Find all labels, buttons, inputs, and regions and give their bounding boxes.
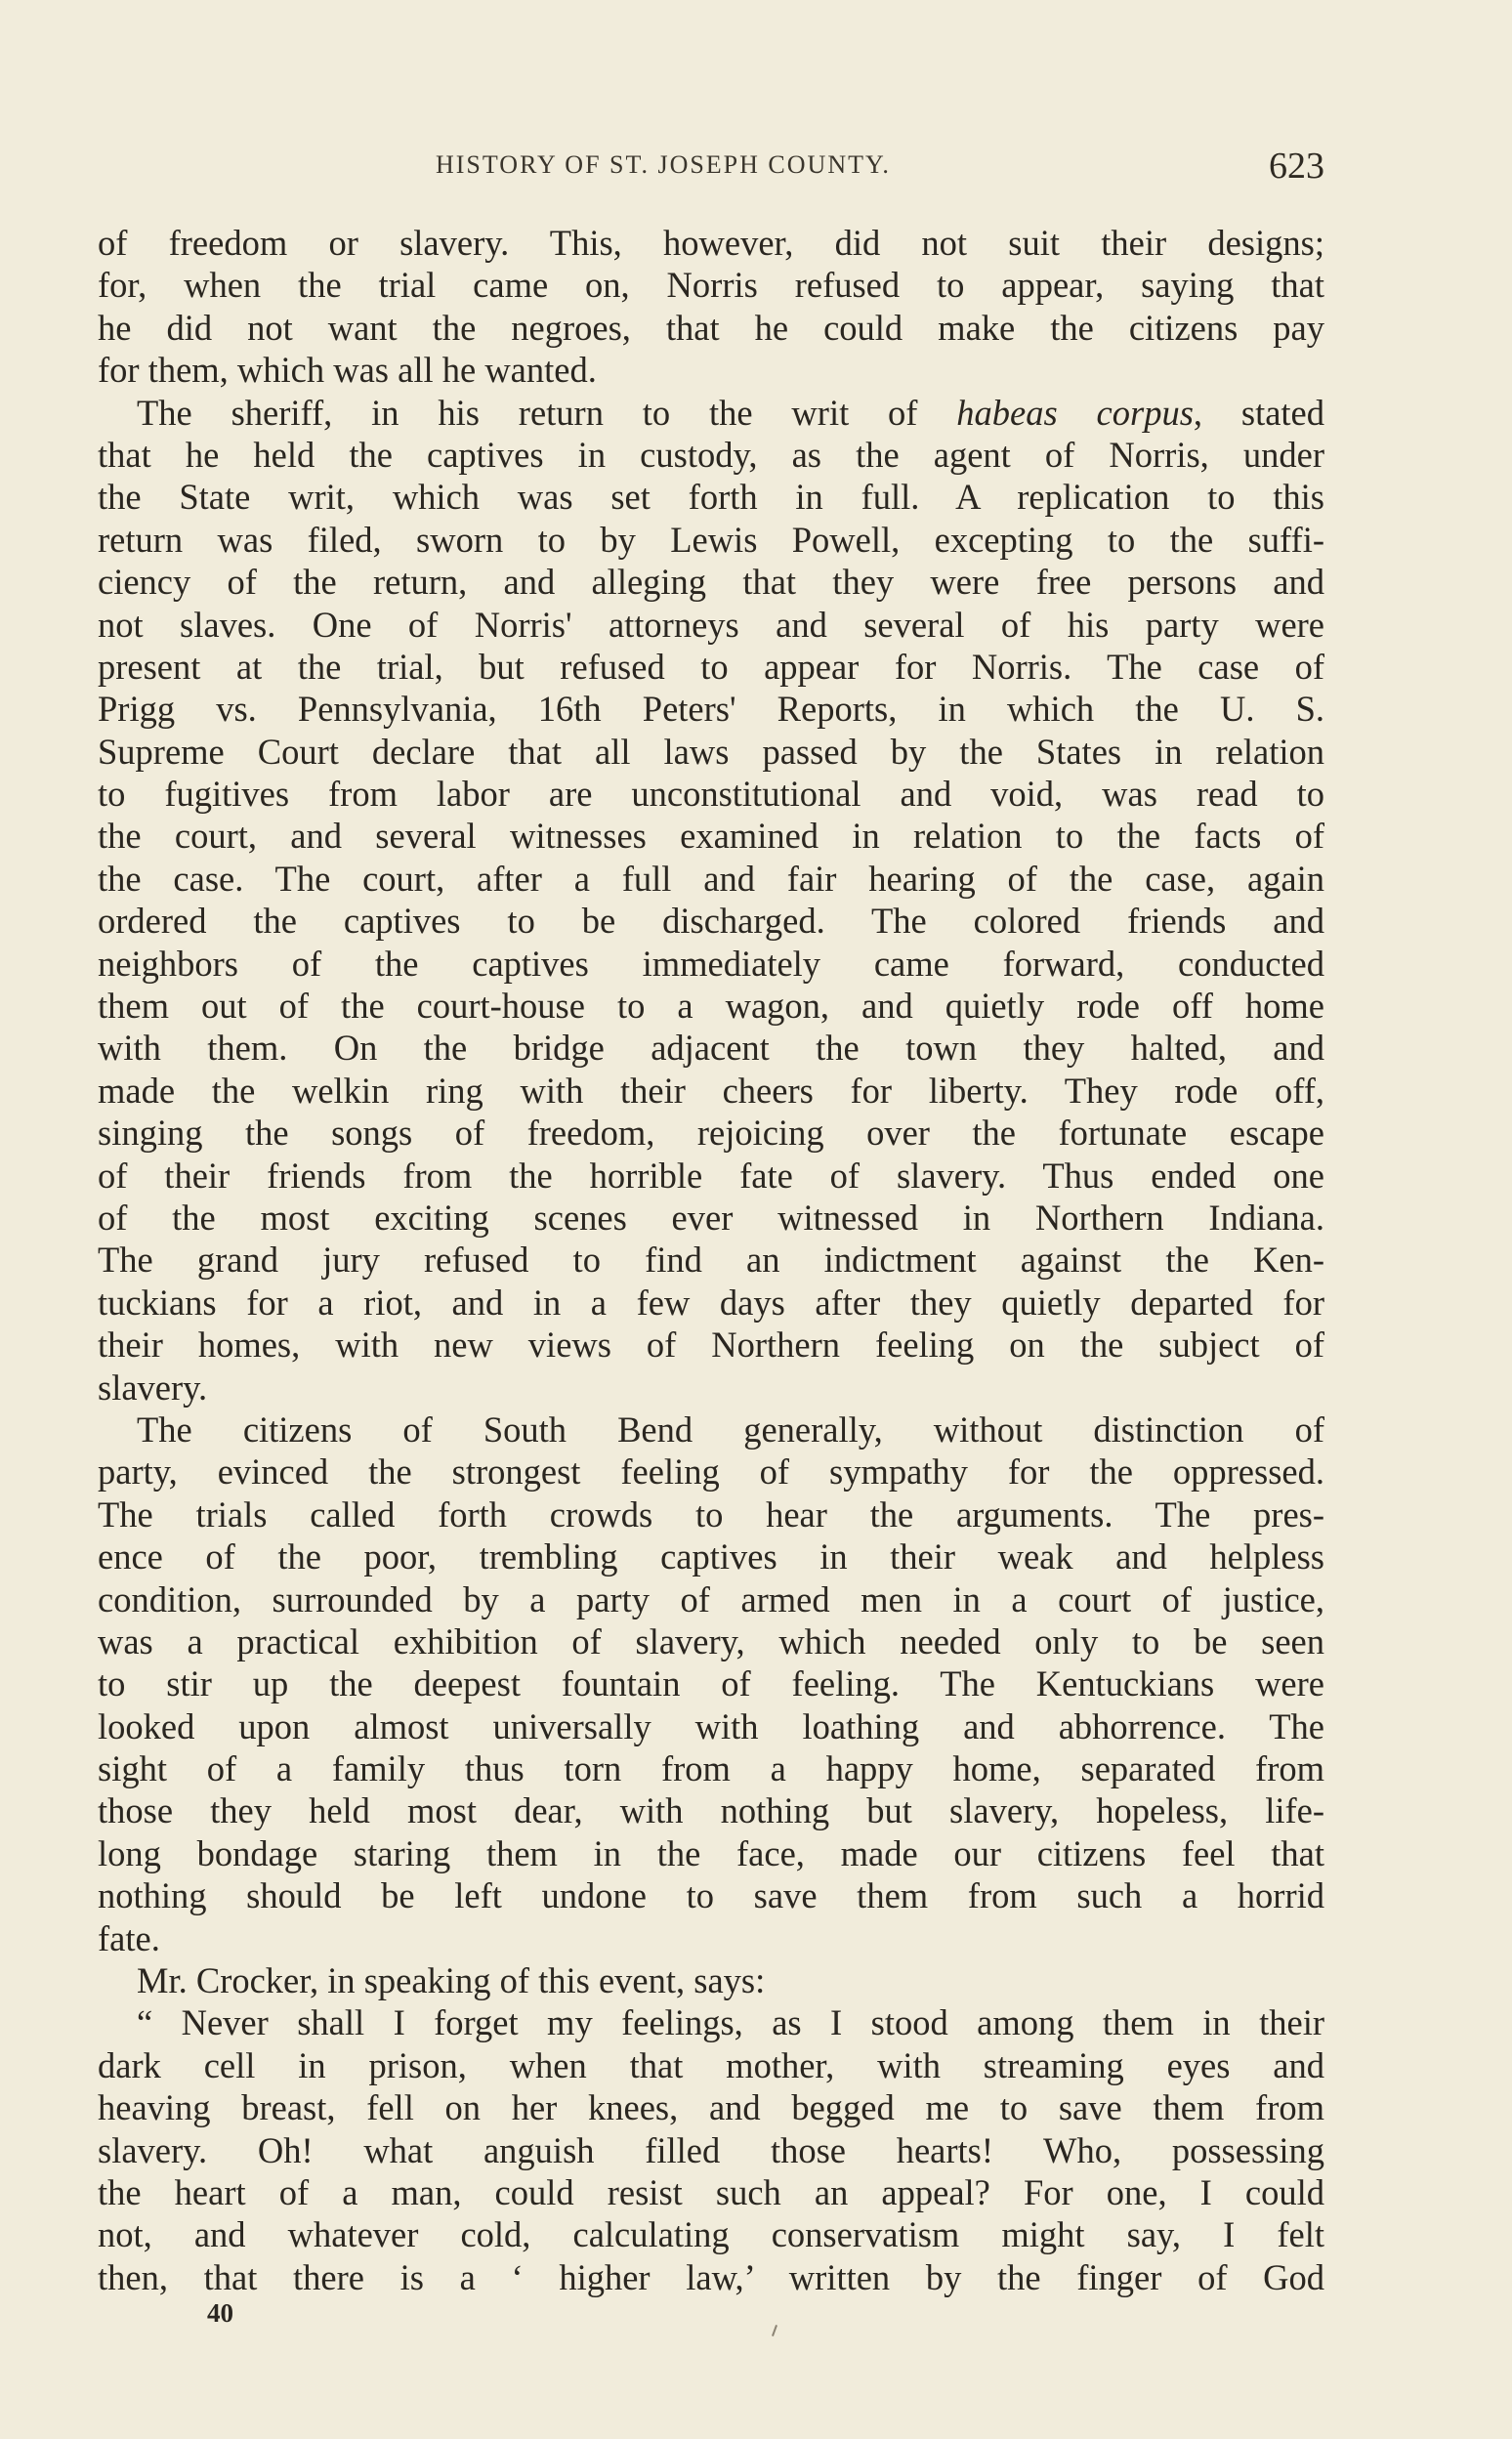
text-line: present at the trial, but refused to appear for Norris. The case of [98,646,1324,687]
text-line: looked upon almost universally with loathing and abhorrence. The [98,1705,1324,1746]
running-head: HISTORY OF ST. JOSEPH COUNTY. [436,150,891,179]
paper-speck [772,2325,777,2336]
text-segment: , stated [1193,392,1324,433]
text-line: of freedom or slavery. This, however, did not suit their designs; [98,223,1324,263]
text-line: Mr. Crocker, in speaking of this event, says: [137,1960,766,2001]
text-line: then, that there is a ‘ higher law,’ written by the finger of God [98,2256,1324,2297]
text-line: not slaves. One of Norris' attorneys and several of his party were [98,604,1324,645]
text-line: The grand jury refused to find an indictment against the Ken- [98,1240,1324,1281]
text-line: the case. The court, after a full and fair hearing of the case, again [98,858,1324,899]
text-line: ciency of the return, and alleging that they were free persons and [98,562,1324,603]
body-text [98,222,1324,2298]
italic-term: habeas corpus [956,392,1194,433]
text-line [98,392,1324,434]
signature-mark: 40 [207,2298,233,2328]
text-line: The citizens of South Bend generally, without distinction of [137,1409,1324,1450]
text-line: Supreme Court declare that all laws passed by the States in relation [98,731,1324,772]
text-line: slavery. [98,1367,208,1408]
text-line: return was filed, sworn to by Lewis Powell, excepting to the suffi- [98,519,1324,560]
text-line: slavery. Oh! what anguish filled those hearts! Who, possessing [98,2129,1324,2170]
text-line: tuckians for a riot, and in a few days after they quietly departed for [98,1282,1324,1323]
text-line: ordered the captives to be discharged. The colored friends and [98,901,1324,942]
text-line: party, evinced the strongest feeling of sympathy for the oppressed. [98,1451,1324,1493]
text-line: Prigg vs. Pennsylvania, 16th Peters' Reports, in which the U. S. [98,689,1324,730]
text-line: he did not want the negroes, that he could make the citizens pay [98,307,1324,348]
text-line: of the most exciting scenes ever witnessed in Northern Indiana. [98,1197,1324,1238]
text-line: the State writ, which was set forth in full. A replication to this [98,477,1324,518]
text-line: for, when the trial came on, Norris refused to appear, saying that [98,265,1324,306]
text-line: was a practical exhibition of slavery, which needed only to be seen [98,1620,1324,1661]
text-line: not, and whatever cold, calculating conservatism might say, I felt [98,2214,1324,2255]
text-line: neighbors of the captives immediately came forward, conducted [98,943,1324,984]
text-line: with them. On the bridge adjacent the town they halted, and [98,1028,1324,1069]
text-line: The trials called forth crowds to hear the arguments. The pres- [98,1493,1324,1535]
text-line: those they held most dear, with nothing but slavery, hopeless, life- [98,1790,1324,1831]
text-line: dark cell in prison, when that mother, with streaming eyes and [98,2044,1324,2085]
text-line: made the welkin ring with their cheers for liberty. They rode off, [98,1070,1324,1111]
text-line: singing the songs of freedom, rejoicing over the fortunate escape [98,1113,1324,1154]
text-line: ence of the poor, trembling captives in their weak and helpless [98,1536,1324,1577]
text-line: for them, which was all he wanted. [98,350,597,391]
text-line: nothing should be left undone to save them from such a horrid [98,1875,1324,1916]
text-line: “ Never shall I forget my feelings, as I stood among them in their [137,2002,1324,2043]
text-line: the heart of a man, could resist such an appeal? For one, I could [98,2171,1324,2212]
page-number: 623 [1269,146,1324,187]
text-line: fate. [98,1917,160,1958]
text-segment: The sheriff, in his return to the writ of [137,392,957,433]
page-header [98,145,1324,188]
text-line: to stir up the deepest fountain of feeling. The Kentuckians were [98,1663,1324,1704]
text-line: of their friends from the horrible fate of slavery. Thus ended one [98,1155,1324,1196]
text-line: the court, and several witnesses examined in relation to the facts of [98,816,1324,857]
text-line: heaving breast, fell on her knees, and begged me to save them from [98,2087,1324,2128]
text-line: condition, surrounded by a party of armed men in a court of justice, [98,1578,1324,1619]
text-line: their homes, with new views of Northern feeling on the subject of [98,1325,1324,1366]
text-line: to fugitives from labor are unconstitutional and void, was read to [98,774,1324,815]
text-line: sight of a family thus torn from a happy home, separated from [98,1748,1324,1789]
text-line: that he held the captives in custody, as the agent of Norris, under [98,434,1324,475]
text-line: long bondage staring them in the face, made our citizens feel that [98,1832,1324,1873]
text-line: them out of the court-house to a wagon, and quietly rode off home [98,986,1324,1027]
